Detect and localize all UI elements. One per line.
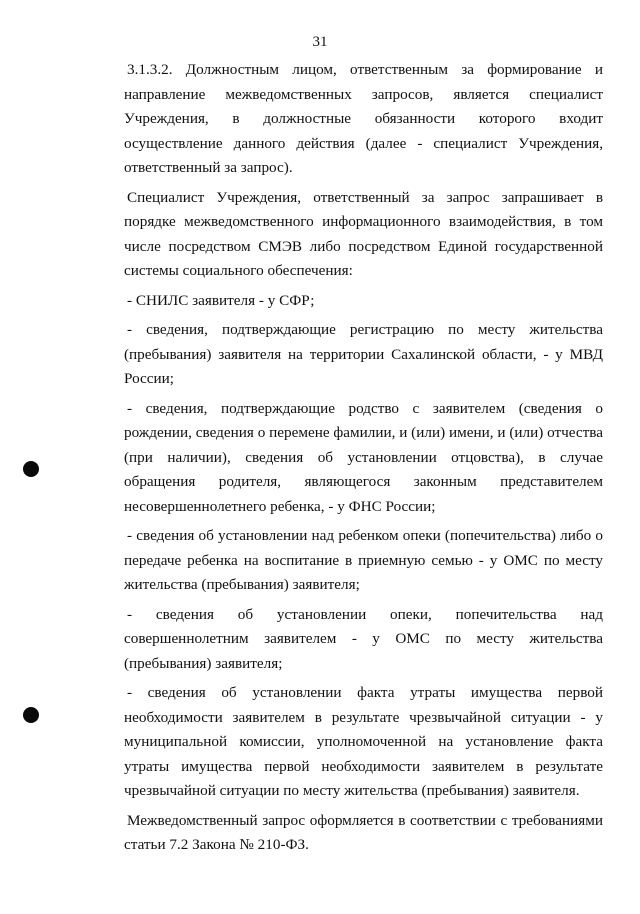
list-item-guardianship-child: - сведения об установлении над ребенком опеки (попечительства) либо о передаче ребенка на воспитание в приемную семью - у ОМС по месту жительства (пребывания) заявителя; [124, 527, 603, 593]
list-item-kinship: - сведения, подтверждающие родство с заявителем (сведения о рождении, сведения о перемене фамилии, и (или) имени, и (или) отчества (при наличии), сведения об установлении отцовства), в случае обращения родителя, являющегося законным представителем несовершеннолетнего ребенка, - у ФНС России; [124, 399, 603, 515]
binder-hole-upper [23, 461, 39, 477]
list-item-registration: - сведения, подтверждающие регистрацию по месту жительства (пребывания) заявителя на территории Сахалинской области, - у МВД России; [124, 321, 603, 387]
list-item-guardianship-adult: - сведения об установлении опеки, попечительства над совершеннолетним заявителем - у ОМС по месту жительства (пребывания) заявителя; [124, 605, 603, 672]
paragraph-specialist-requests: Специалист Учреждения, ответственный за запрос запрашивает в порядке межведомственного информационного взаимодействия, в том числе посредством СМЭВ либо посредством Единой государственной системы социального обеспечения: [124, 188, 603, 279]
page-number: 31 [312, 34, 328, 50]
paragraph-request-format: Межведомственный запрос оформляется в соответствии с требованиями статьи 7.2 Закона № 210-ФЗ. [124, 811, 603, 853]
list-item-property-loss: - сведения об установлении факта утраты имущества первой необходимости заявителем в результате чрезвычайной ситуации - у муниципальной комиссии, уполномоченной на установление факта утраты имущества первой необходимости заявителем в результате чрезвычайной ситуации по месту жительства (пребывания) заявителя. [124, 684, 603, 799]
paragraph-3-1-3-2: 3.1.3.2. Должностным лицом, ответственным за формирование и направление межведомственных запросов, является специалист Учреждения, в должностные обязанности которого входит осуществление данного действия (далее - специалист Учреждения, ответственный за запрос). [124, 61, 603, 176]
document-body [124, 58, 603, 863]
list-item-snils: - СНИЛС заявителя - у СФР; [127, 291, 315, 309]
binder-hole-lower [23, 707, 39, 723]
